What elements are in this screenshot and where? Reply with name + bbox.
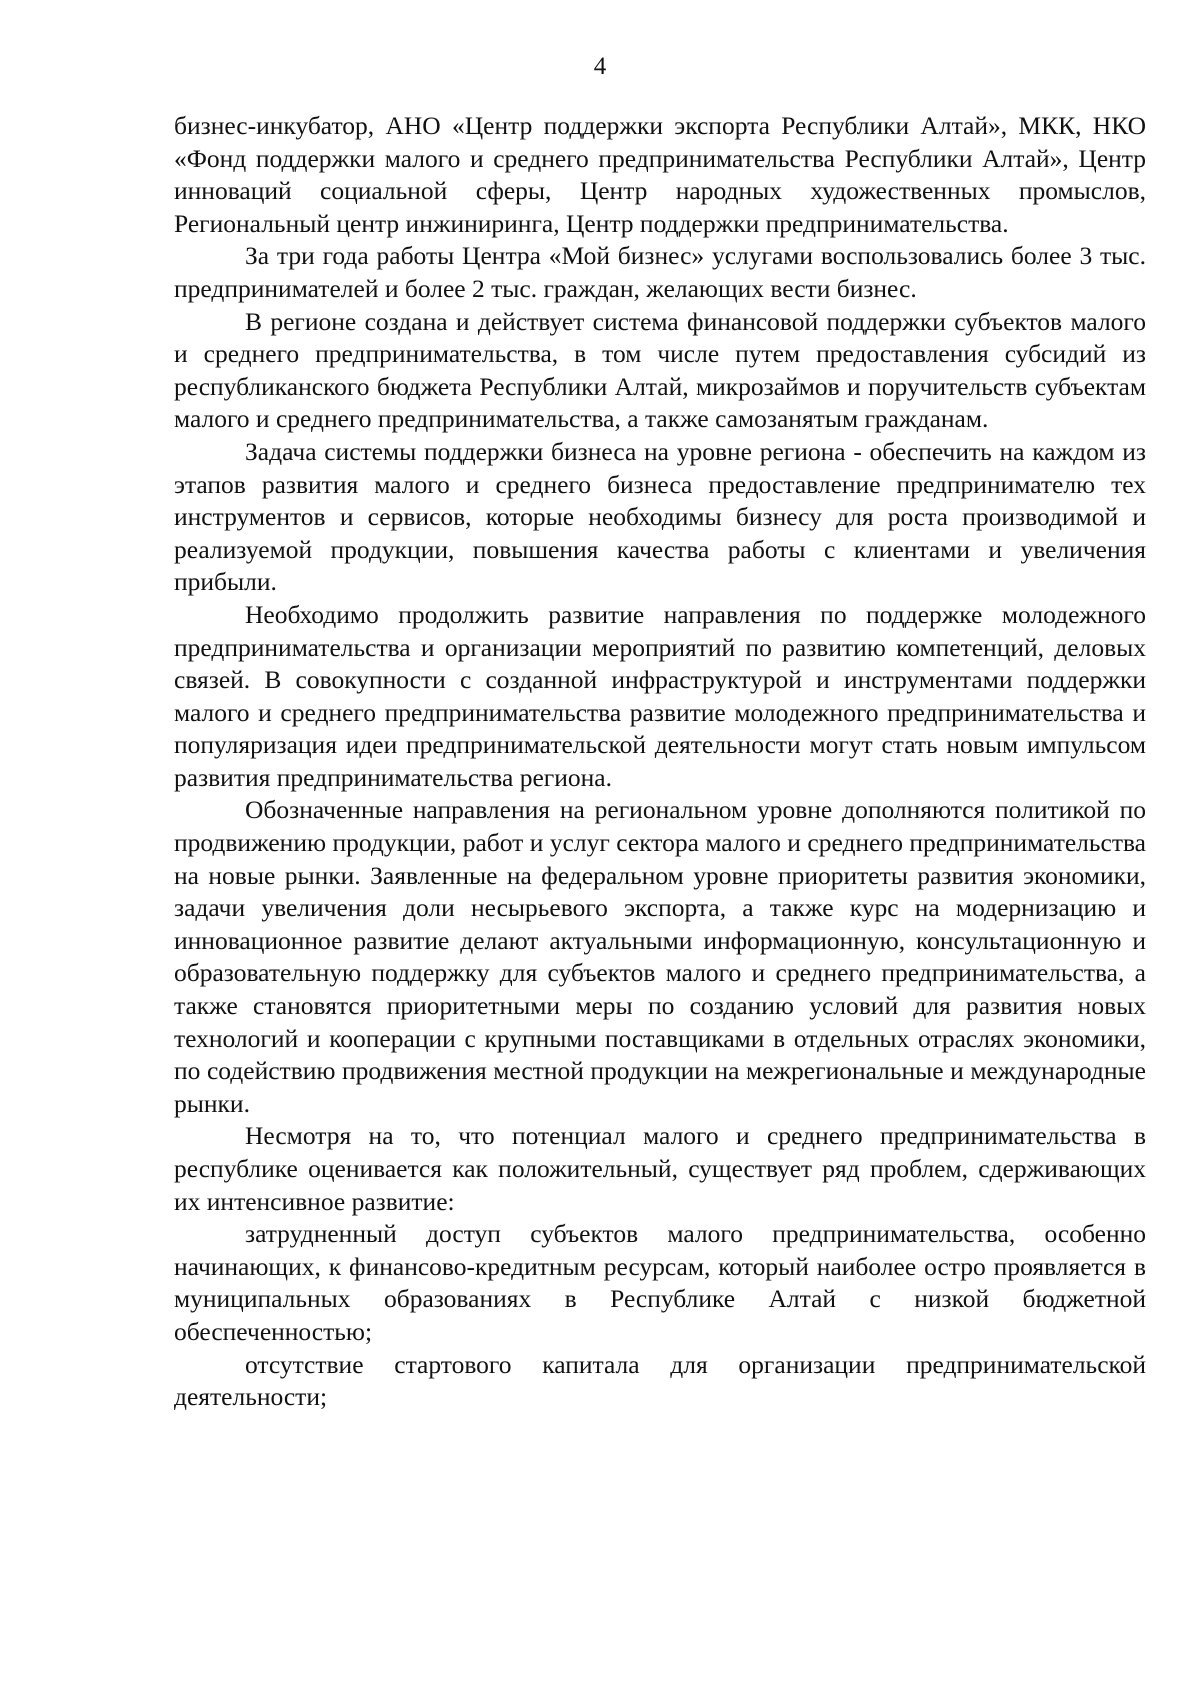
paragraph-my-business-center: За три года работы Центра «Мой бизнес» услугами воспользовались более 3 тыс. предпринимателей и более 2 тыс. граждан, желающих вести бизнес. bbox=[174, 241, 1146, 303]
paragraph-problem-starting-capital: отсутствие стартового капитала для организации предпринимательской деятельности; bbox=[174, 1349, 1146, 1412]
paragraph-infrastructure-continued: бизнес-инкубатор, АНО «Центр поддержки экспорта Республики Алтай», МКК, НКО «Фонд поддержки малого и среднего предпринимательства Республики Алтай», Центр инноваций социальной сферы, Центр народных художественных промыслов, Региональный центр инжиниринга, Центр поддержки предпринимательства. bbox=[174, 111, 1146, 238]
page-number: 4 bbox=[593, 53, 607, 80]
paragraph-market-promotion: Обозначенные направления на региональном уровне дополняются политикой по продвижению продукции, работ и услуг сектора малого и среднего предпринимательства на новые рынки. Заявленные на федеральном уровне приоритеты развития экономики, задачи увеличения доли несырьевого экспорта, а также курс на модернизацию и инновационное развитие делают актуальными информационную, консультационную и образовательную поддержку для субъектов малого и среднего предпринимательства, а также становятся приоритетными меры по созданию условий для развития новых технологий и кооперации с крупными поставщиками в отдельных отраслях экономики, по содействию продвижения местной продукции на межрегиональные и международные рынки. bbox=[174, 795, 1146, 1118]
paragraph-financial-support: В регионе создана и действует система финансовой поддержки субъектов малого и среднего предпринимательства, в том числе путем предоставления субсидий из республиканского бюджета Республики Алтай, микрозаймов и поручительств субъектам малого и среднего предпринимательства, а также самозанятым гражданам. bbox=[174, 306, 1146, 434]
document-body bbox=[174, 110, 1146, 1414]
paragraph-youth-entrepreneurship: Необходимо продолжить развитие направления по поддержке молодежного предпринимательства и организации мероприятий по развитию компетенций, деловых связей. В совокупности с созданной инфраструктурой и инструментами поддержки малого и среднего предпринимательства развитие молодежного предпринимательства и популяризация идеи предпринимательской деятельности могут стать новым импульсом развития предпринимательства региона. bbox=[174, 599, 1146, 792]
paragraph-problem-credit-access: затрудненный доступ субъектов малого предпринимательства, особенно начинающих, к финансово-кредитным ресурсам, который наиболее остро проявляется в муниципальных образованиях в Республике Алтай с низкой бюджетной обеспеченностью; bbox=[174, 1219, 1146, 1346]
paragraph-support-system-task: Задача системы поддержки бизнеса на уровне региона - обеспечить на каждом из этапов развития малого и среднего бизнеса предоставление предпринимателю тех инструментов и сервисов, которые необходимы бизнесу для роста производимой и реализуемой продукции, повышения качества работы с клиентами и увеличения прибыли. bbox=[174, 436, 1146, 597]
paragraph-problems-intro: Несмотря на то, что потенциал малого и среднего предпринимательства в республике оценивается как положительный, существует ряд проблем, сдерживающих их интенсивное развитие: bbox=[174, 1121, 1146, 1216]
